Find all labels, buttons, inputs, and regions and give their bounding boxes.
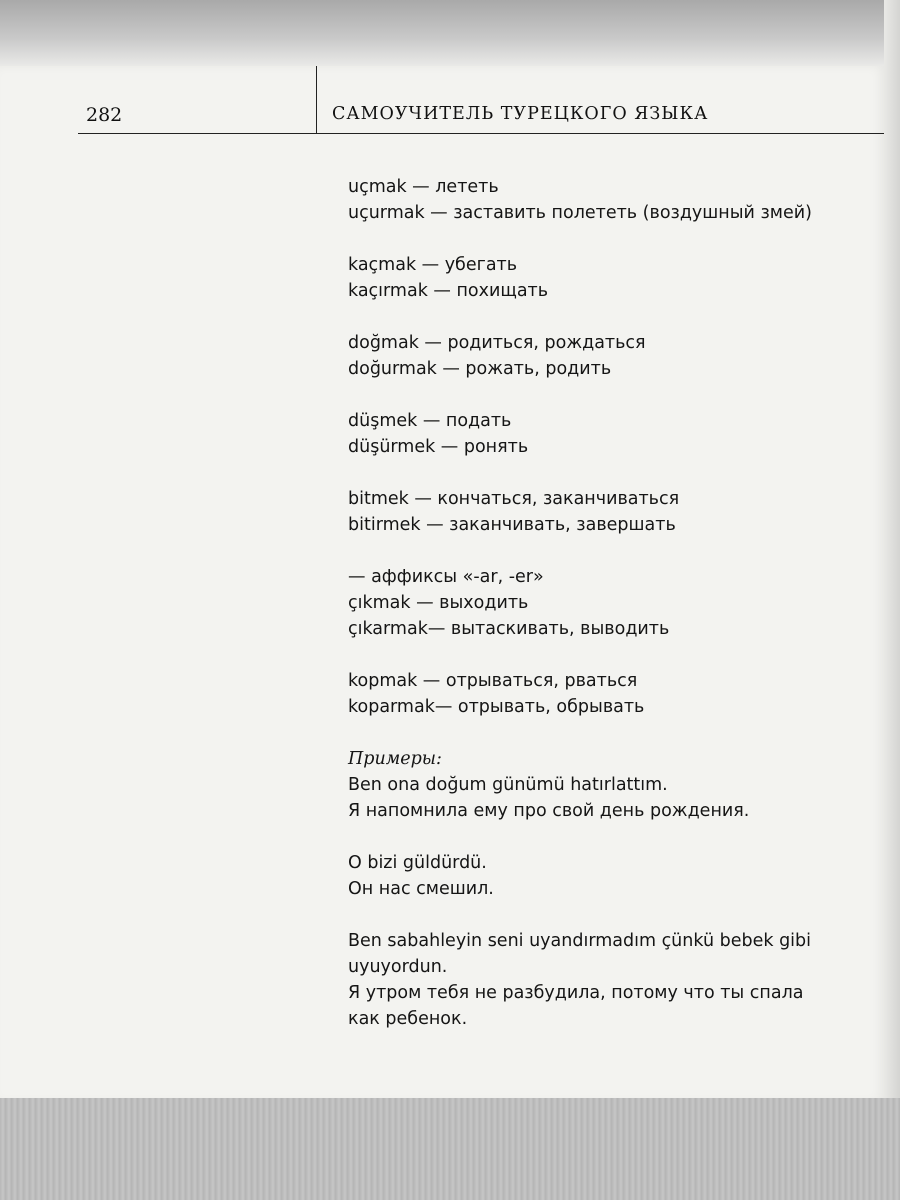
- header-rule: [78, 133, 884, 134]
- verb-pair: [348, 408, 883, 460]
- example-turkish: uyuyordun.: [348, 957, 448, 977]
- verb-line: kaçırmak — похищать: [348, 281, 549, 301]
- verb-line: koparmak— отрывать, обрывать: [348, 697, 645, 717]
- example-turkish: Ben ona doğum günümü hatırlattım.: [348, 775, 668, 795]
- example-turkish: Ben sabahleyin seni uyandırmadım çünkü bebek gibi: [348, 931, 812, 951]
- affix-section: [348, 564, 883, 642]
- verb-line: kopmak — отрываться, рваться: [348, 671, 638, 691]
- verb-line: çıkarmak— вытаскивать, выводить: [348, 619, 670, 639]
- verb-line: bitmek — кончаться, заканчиваться: [348, 489, 680, 509]
- example-russian: как ребенок.: [348, 1009, 468, 1029]
- book-page: [0, 66, 886, 1102]
- examples-label: Примеры:: [348, 749, 442, 769]
- example-russian: Я утром тебя не разбудила, потому что ты спала: [348, 983, 804, 1003]
- example-turkish: O bizi güldürdü.: [348, 853, 487, 873]
- verb-line: çıkmak — выходить: [348, 593, 529, 613]
- scan-bottom-edge: [0, 1098, 900, 1200]
- example-russian: Он нас смешил.: [348, 879, 494, 899]
- verb-pair: [348, 668, 883, 720]
- verb-pair: [348, 330, 883, 382]
- verb-line: kaçmak — убегать: [348, 255, 518, 275]
- header-divider: [316, 66, 317, 133]
- verb-line: doğmak — родиться, рождаться: [348, 333, 646, 353]
- example-item: [348, 772, 883, 824]
- verb-line: uçurmak — заставить полететь (воздушный змей): [348, 203, 812, 223]
- page-content: [348, 174, 883, 1032]
- verb-line: bitirmek — заканчивать, завершать: [348, 515, 676, 535]
- verb-pair: [348, 486, 883, 538]
- examples-section: [348, 746, 883, 1032]
- affix-heading: — аффиксы «-ar, -er»: [348, 567, 544, 587]
- running-title: САМОУЧИТЕЛЬ ТУРЕЦКОГО ЯЗЫКА: [332, 104, 709, 124]
- verb-line: uçmak — лететь: [348, 177, 499, 197]
- verb-line: doğurmak — рожать, родить: [348, 359, 612, 379]
- example-item: [348, 928, 883, 1032]
- verb-line: düşürmek — ронять: [348, 437, 529, 457]
- verb-pair: [348, 174, 883, 226]
- scan-right-edge: [884, 0, 900, 1200]
- example-item: [348, 850, 883, 902]
- verb-pair: [348, 252, 883, 304]
- example-russian: Я напомнила ему про свой день рождения.: [348, 801, 750, 821]
- verb-line: düşmek — подать: [348, 411, 512, 431]
- scan-top-edge: [0, 0, 900, 70]
- page-number: 282: [86, 104, 123, 126]
